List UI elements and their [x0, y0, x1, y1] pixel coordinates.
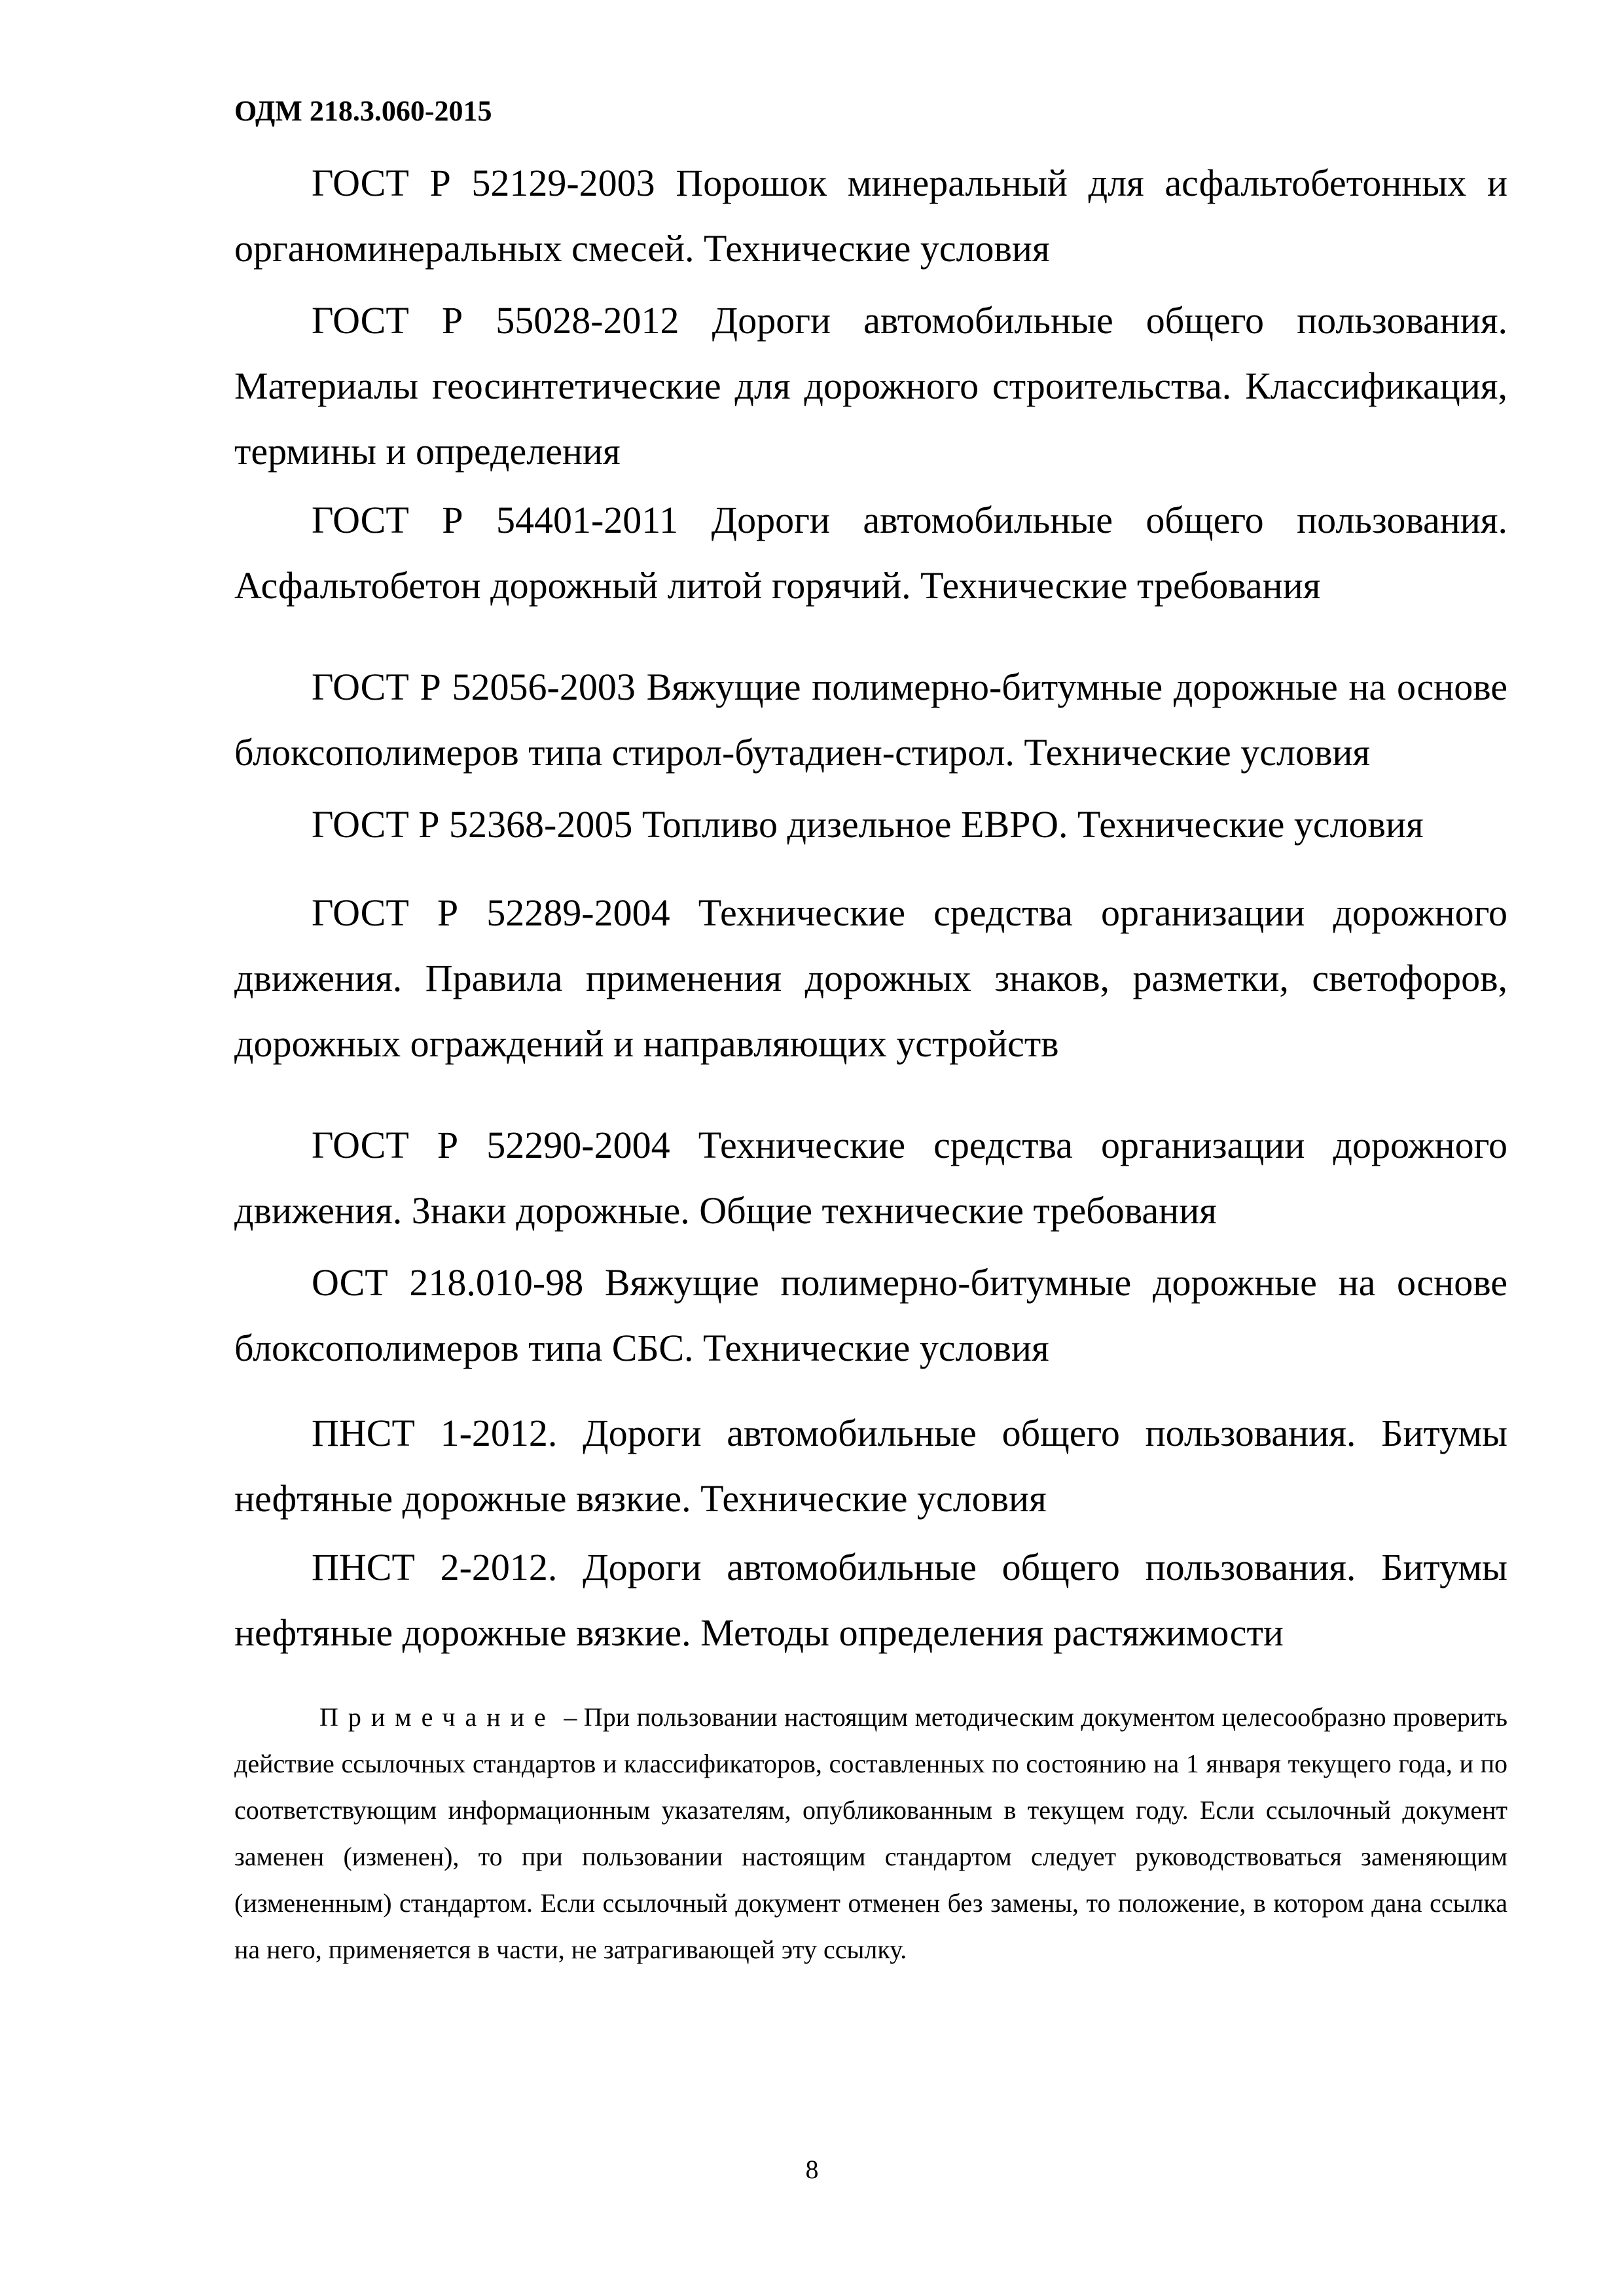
- note-text: – При пользовании настоящим методическим документом целесообразно проверить действие ссылочных стандартов и классификаторов, составленных по состоянию на 1 января текущего года, и по соответствующим информационным указателям, опубликованным в текущем году. Если ссылочный документ заменен (изменен), то при пользовании настоящим стандартом следует руководствоваться заменяющим (измененным) стандартом. Если ссылочный документ отменен без замены, то положение, в котором дана ссылка на него, применяется в части, не затрагивающей эту ссылку.: [234, 1702, 1507, 1964]
- note-block: [234, 1694, 1507, 1973]
- reference-pnst-2: ПНСТ 2-2012. Дороги автомобильные общего пользования. Битумы нефтяные дорожные вязкие. Методы определения растяжимости: [234, 1546, 1507, 1654]
- reference-gost-55028: ГОСТ Р 55028-2012 Дороги автомобильные общего пользования. Материалы геосинтетические для дорожного строительства. Классификация, термины и определения: [234, 299, 1507, 473]
- reference-gost-52056: ГОСТ Р 52056-2003 Вяжущие полимерно-битумные дорожные на основе блоксополимеров типа стирол-бутадиен-стирол. Технические условия: [234, 666, 1507, 774]
- note-label: Примечание: [319, 1702, 556, 1732]
- document-header: ОДМ 218.3.060-2015: [234, 95, 492, 127]
- reference-pnst-1: ПНСТ 1-2012. Дороги автомобильные общего пользования. Битумы нефтяные дорожные вязкие. Технические условия: [234, 1412, 1507, 1520]
- page-number: 8: [805, 2155, 819, 2184]
- reference-gost-52290: ГОСТ Р 52290-2004 Технические средства организации дорожного движения. Знаки дорожные. Общие технические требования: [234, 1124, 1507, 1232]
- reference-ost-218-010: ОСТ 218.010-98 Вяжущие полимерно-битумные дорожные на основе блоксополимеров типа СБС. Технические условия: [234, 1261, 1507, 1369]
- reference-gost-52129: ГОСТ Р 52129-2003 Порошок минеральный для асфальтобетонных и органоминеральных смесей. Технические условия: [234, 162, 1507, 270]
- reference-gost-54401: ГОСТ Р 54401-2011 Дороги автомобильные общего пользования. Асфальтобетон дорожный литой горячий. Технические требования: [234, 499, 1507, 607]
- reference-gost-52289: ГОСТ Р 52289-2004 Технические средства организации дорожного движения. Правила применения дорожных знаков, разметки, светофоров, дорожных ограждений и направляющих устройств: [234, 891, 1507, 1065]
- reference-gost-52368: ГОСТ Р 52368-2005 Топливо дизельное ЕВРО. Технические условия: [312, 803, 1424, 846]
